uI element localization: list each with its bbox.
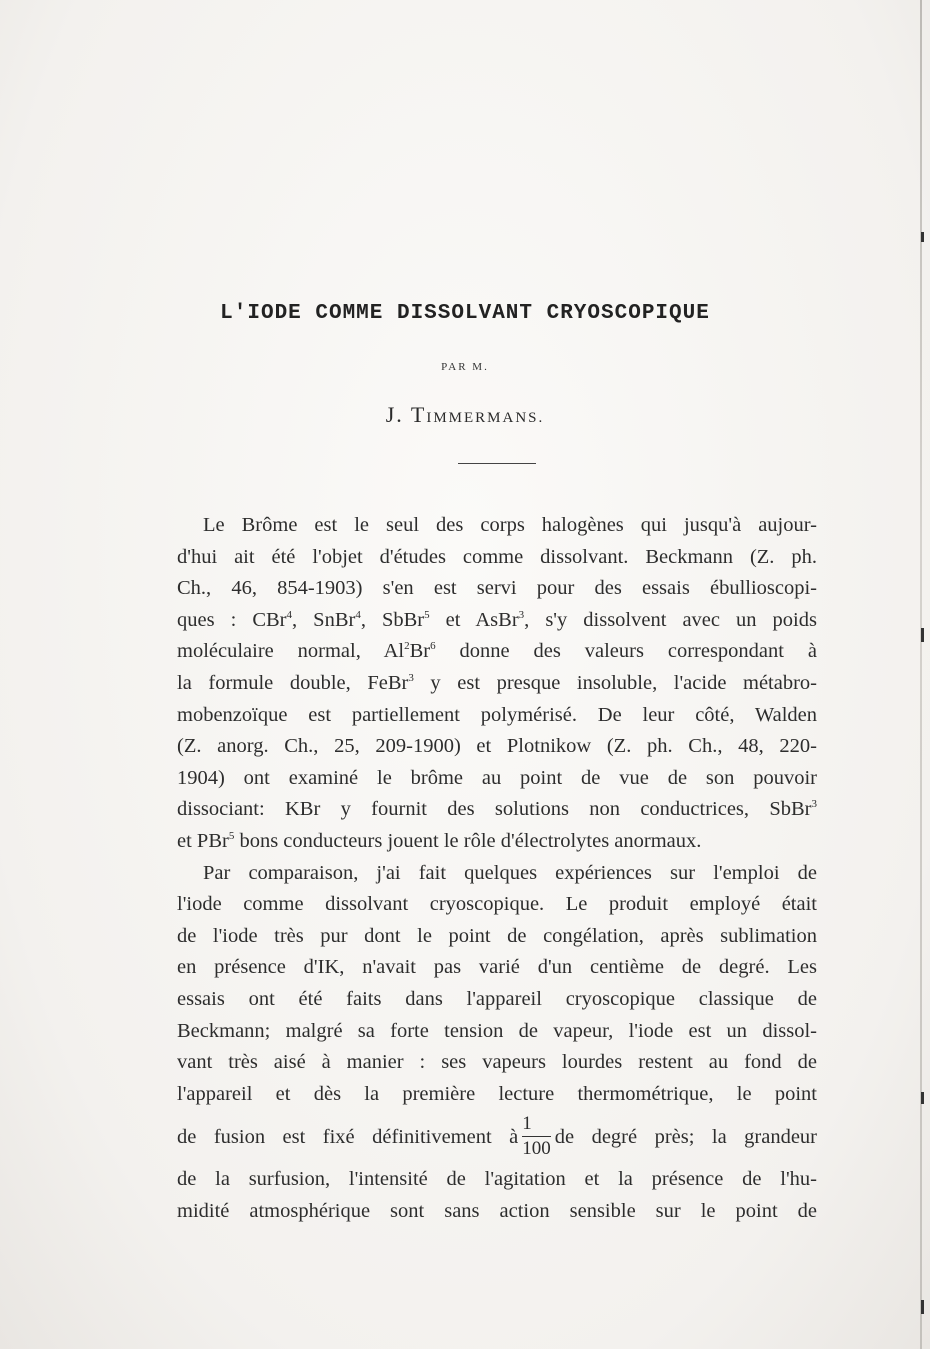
text-line: de la surfusion, l'intensité de l'agitation et la présence de l'hu- [177,1168,817,1191]
fraction [522,1113,551,1160]
text-line: Par comparaison, j'ai fait quelques expériences sur l'emploi de [203,861,817,884]
text-line: dissociant: KBr y fournit des solutions non conductrices, SbBr$^3$ [177,798,817,821]
edge-mark [921,1092,924,1104]
text-line: mobenzoïque est partiellement polymérisé. De leur côté, Walden [177,703,817,726]
author-name [0,402,930,428]
fraction-line: de fusion est fixé définitivement à $\frac{1}{100}$ de degré près; la grandeur [177,1113,817,1160]
text-line: Ch., 46, 854-1903) s'en est servi pour des essais ébullioscopi- [177,577,817,600]
text-line: (Z. anorg. Ch., 25, 209-1900) et Plotnikow (Z. ph. Ch., 48, 220- [177,735,817,758]
superscript: 5 [424,608,430,621]
author-smallcaps: IMMERMANS. [426,410,545,426]
byline: PAR M. [441,361,489,373]
superscript: 3 [811,798,817,811]
text-line: d'hui ait été l'objet d'études comme dissolvant. Beckmann (Z. ph. [177,545,817,568]
text-line: Le Brôme est le seul des corps halogènes qui jusqu'à aujour- [203,514,817,536]
text-line: midité atmosphérique sont sans action sensible sur le point de [177,1199,817,1222]
title-rule [458,463,536,464]
text-line: moléculaire normal, Al$^2$Br$^6$ donne des valeurs correspondant à [177,640,817,663]
text-line: en présence d'IK, n'avait pas varié d'un centième de degré. Les [177,956,817,979]
page-edge [920,0,922,1349]
text-line: essais ont été faits dans l'appareil cryoscopique classique de [177,987,817,1010]
text-line: l'appareil et dès la première lecture thermométrique, le point [177,1082,817,1105]
edge-mark [921,232,924,242]
fraction-denominator: 100 [522,1138,551,1160]
fraction-bar [522,1136,551,1137]
superscript: 2 [404,640,410,653]
text-line: 1904) ont examiné le brôme au point de vue de son pouvoir [177,766,817,789]
author-initial: J. T [385,402,427,427]
edge-mark [921,628,924,642]
text-line: de l'iode très pur dont le point de congélation, après sublimation [177,924,817,947]
superscript: 4 [355,608,361,621]
edge-mark [921,1300,924,1314]
text-line: vant très aisé à manier : ses vapeurs lourdes restent au fond de [177,1051,817,1074]
text-line: Beckmann; malgré sa forte tension de vapeur, l'iode est un dissol- [177,1019,817,1042]
text-line: ques : CBr$^4$, SnBr$^4$, SbBr$^5$ et AsBr$^3$, s'y dissolvent avec un poids [177,608,817,631]
text-line: l'iode comme dissolvant cryoscopique. Le produit employé était [177,893,817,916]
superscript: 6 [430,640,436,653]
superscript: 4 [286,608,293,621]
body-text [177,510,817,1227]
superscript: 3 [518,608,525,621]
text-line: la formule double, FeBr$^3$ y est presque insoluble, l'acide métabro- [177,671,817,694]
superscript: 5 [228,830,235,843]
fraction-numerator: 1 [522,1113,532,1135]
superscript: 3 [408,672,414,685]
text-line: et PBr$^5$ bons conducteurs jouent le rôle d'électrolytes anormaux. [177,829,702,852]
article-title: L'IODE COMME DISSOLVANT CRYOSCOPIQUE [220,302,710,325]
